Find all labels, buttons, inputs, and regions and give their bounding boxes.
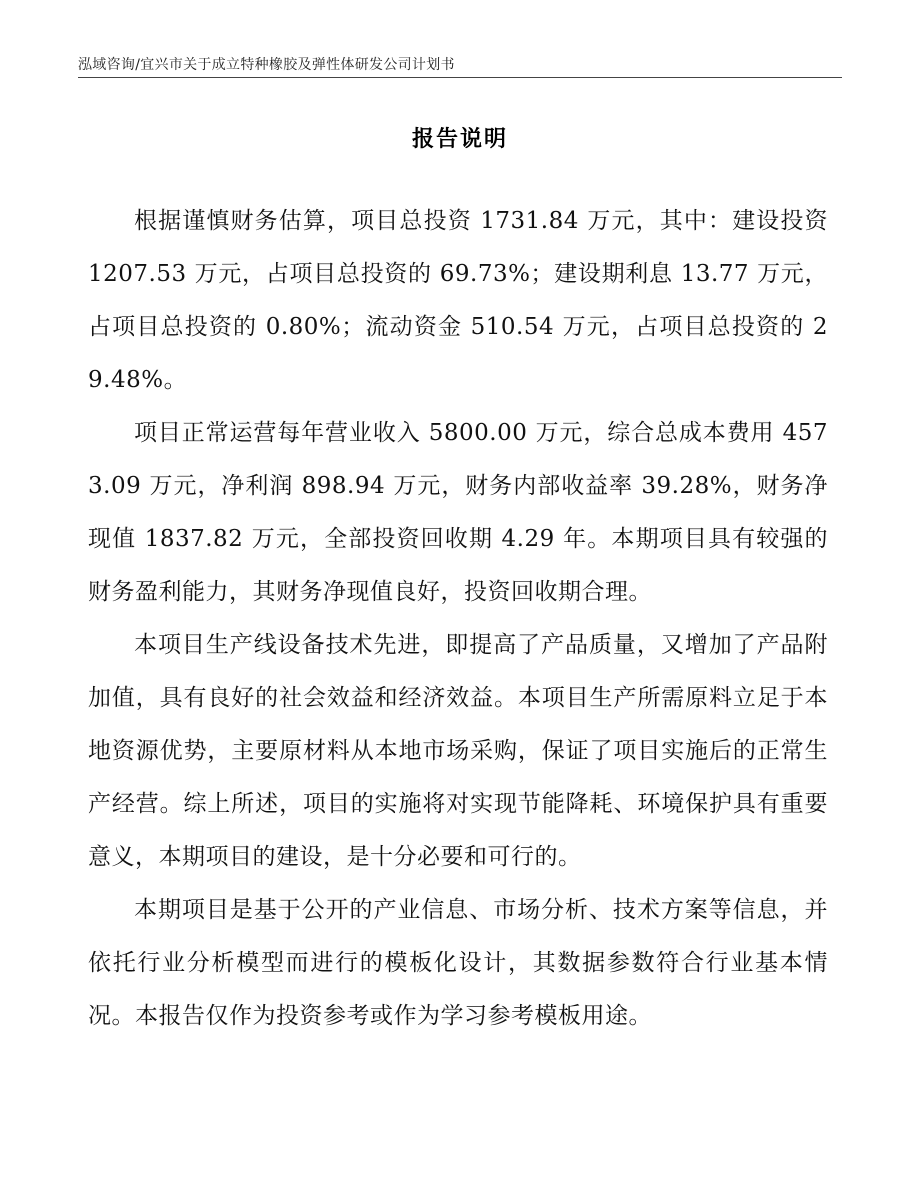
page-title: 报告说明 <box>411 127 508 152</box>
paragraph-disclaimer: 本期项目是基于公开的产业信息、市场分析、技术方案等信息，并依托行业分析模型而进行的模板化设计，其数据参数符合行业基本情况。本报告仅作为投资参考或作为学习参考模板用途。 <box>88 897 828 1029</box>
paragraph-investment: 根据谨慎财务估算，项目总投资 1731.84 万元，其中：建设投资 1207.53 万元，占项目总投资的 69.73%；建设期利息 13.77 万元，占项目总投资的 0.80%；流动资金 510.54 万元，占项目总投资的 29.48%。 <box>88 208 828 393</box>
paragraph-benefits: 本项目生产线设备技术先进，即提高了产品质量，又增加了产品附加值，具有良好的社会效益和经济效益。本项目生产所需原料立足于本地资源优势，主要原材料从本地市场采购，保证了项目实施后的正常生产经营。综上所述，项目的实施将对实现节能降耗、环境保护具有重要意义，本期项目的建设，是十分必要和可行的。 <box>88 632 828 870</box>
report-body <box>88 195 828 1043</box>
running-header: 泓域咨询/宜兴市关于成立特种橡胶及弹性体研发公司计划书 <box>78 57 455 73</box>
paragraph-financials: 项目正常运营每年营业收入 5800.00 万元，综合总成本费用 4573.09 万元，净利润 898.94 万元，财务内部收益率 39.28%，财务净现值 1837.82 万元，全部投资回收期 4.29 年。本期项目具有较强的财务盈利能力，其财务净现值良好，投资回收期合理。 <box>88 420 828 605</box>
header-divider <box>78 77 842 78</box>
